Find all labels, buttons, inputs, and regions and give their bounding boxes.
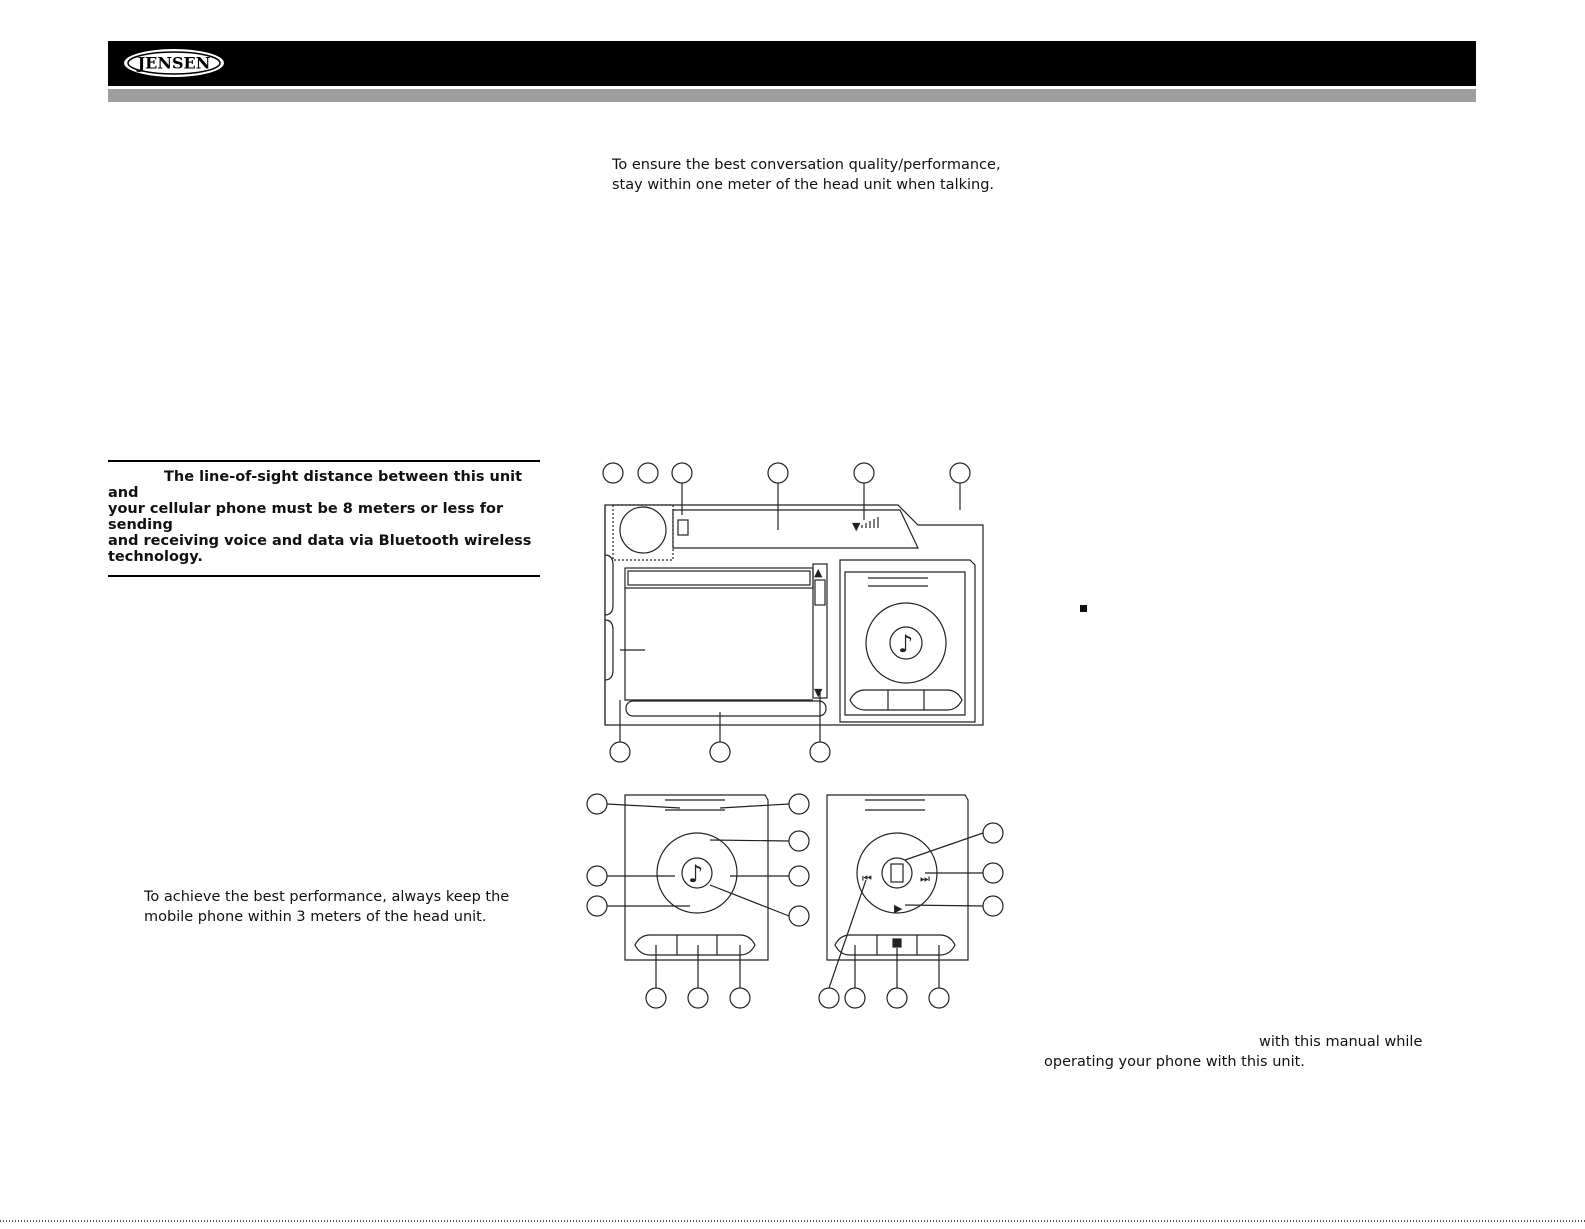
svg-text:⏮: ⏮ <box>862 872 872 885</box>
svg-text:♪: ♪ <box>898 630 914 658</box>
svg-text:▲: ▲ <box>814 566 823 579</box>
svg-text:▶: ▶ <box>894 902 903 915</box>
control-panel-detail-left <box>587 794 809 1008</box>
svg-text:▼: ▼ <box>852 520 861 533</box>
warning-line-4: technology. <box>108 549 203 565</box>
svg-text:♪: ♪ <box>688 860 704 888</box>
svg-text:⏭: ⏭ <box>920 872 930 885</box>
head-unit-screen <box>605 505 983 725</box>
bullet-square <box>1080 605 1087 612</box>
top-note-line-1: To ensure the best conversation quality/performance, <box>612 157 1001 173</box>
svg-text:▼: ▼ <box>814 686 823 699</box>
callout-circles-top <box>603 463 970 530</box>
svg-text:JENSEN: JENSEN <box>137 53 211 73</box>
manual-note-line-2: operating your phone with this unit. <box>1044 1054 1305 1070</box>
warning-line-2: your cellular phone must be 8 meters or less for sending <box>108 501 504 533</box>
performance-note-line-2: mobile phone within 3 meters of the head unit. <box>144 909 487 925</box>
top-note-line-2: stay within one meter of the head unit when talking. <box>612 177 995 193</box>
manual-note-line-1: with this manual while <box>1259 1034 1423 1050</box>
performance-note-line-1: To achieve the best performance, always keep the <box>144 889 510 905</box>
page-bottom-edge <box>0 1220 1585 1222</box>
control-panel-detail-right <box>819 795 1003 1008</box>
warning-line-3: and receiving voice and data via Bluetooth wireless <box>108 533 532 549</box>
warning-line-1: The line-of-sight distance between this unit and <box>108 469 523 501</box>
